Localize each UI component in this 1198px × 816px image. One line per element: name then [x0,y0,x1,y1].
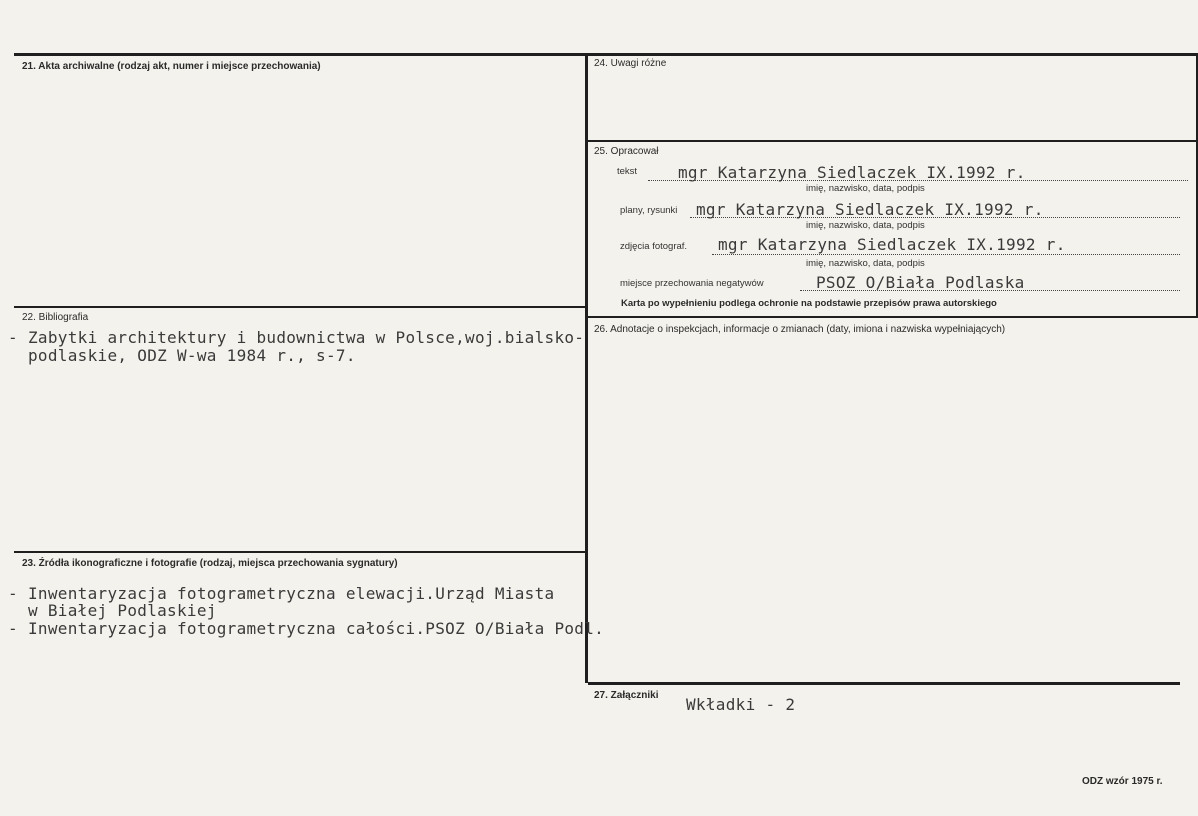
source-1-line2: w Białej Podlaskiej [28,601,217,620]
row-miejsce-field: miejsce przechowania negatywów [620,278,764,289]
section-24-label: 24. Uwagi różne [594,58,667,69]
row-miejsce-value: PSOZ O/Biała Podlaska [816,273,1025,292]
form-identifier: ODZ wzór 1975 r. [1082,776,1163,787]
bibliography-entry-line1: Zabytki architektury i budownictwa w Polsce,woj.bialsko- [28,328,585,347]
row-plany-hint: imię, nazwisko, data, podpis [806,220,925,231]
copyright-notice: Karta po wypełnieniu podlega ochronie na podstawie przepisów prawa autorskiego [621,298,997,309]
source-2-line1: Inwentaryzacja fotogrametryczna całości.PSOZ O/Biała Podl. [28,619,605,638]
row-plany-field: plany, rysunki [620,205,678,216]
attachments-value: Wkładki - 2 [686,695,796,714]
row-tekst-field: tekst [617,166,638,177]
bibliography-entry-line2: podlaskie, ODZ W-wa 1984 r., s-7. [28,346,356,365]
row-tekst-hint: imię, nazwisko, data, podpis [806,183,925,194]
divider-22-23 [14,551,586,553]
source-2-bullet: - [8,619,18,638]
center-vertical-divider [585,53,588,683]
row-zdjecia-field: zdjęcia fotograf. [620,241,688,252]
row-zdjecia-dotline [712,254,1180,255]
row-zdjecia-hint: imię, nazwisko, data, podpis [806,258,925,269]
row-plany-value: mgr Katarzyna Siedlaczek IX.1992 r. [696,200,1044,219]
source-1-bullet: - [8,584,18,603]
divider-24-25 [586,140,1198,142]
section-22-label: 22. Bibliografia [22,312,89,323]
divider-25-26 [586,316,1198,318]
section-27-label: 27. Załączniki [594,690,659,701]
divider-21-22 [14,306,586,308]
row-zdjecia-value: mgr Katarzyna Siedlaczek IX.1992 r. [718,235,1066,254]
section-21-label: 21. Akta archiwalne (rodzaj akt, numer i miejsce przechowania) [22,61,321,72]
row-tekst-value: mgr Katarzyna Siedlaczek IX.1992 r. [678,163,1026,182]
section-26-label: 26. Adnotacje o inspekcjach, informacje o zmianach (daty, imiona i nazwiska wypełniających) [594,324,1006,335]
top-border-line [14,53,1198,56]
section-25-label: 25. Opracował [594,146,659,157]
bibliography-bullet: - [8,328,18,347]
section-23-label: 23. Źródła ikonograficzne i fotografie (rodzaj, miejsca przechowania sygnatury) [22,558,398,569]
source-1-line1: Inwentaryzacja fotogrametryczna elewacji.Urząd Miasta [28,584,555,603]
divider-26-27 [588,682,1180,685]
